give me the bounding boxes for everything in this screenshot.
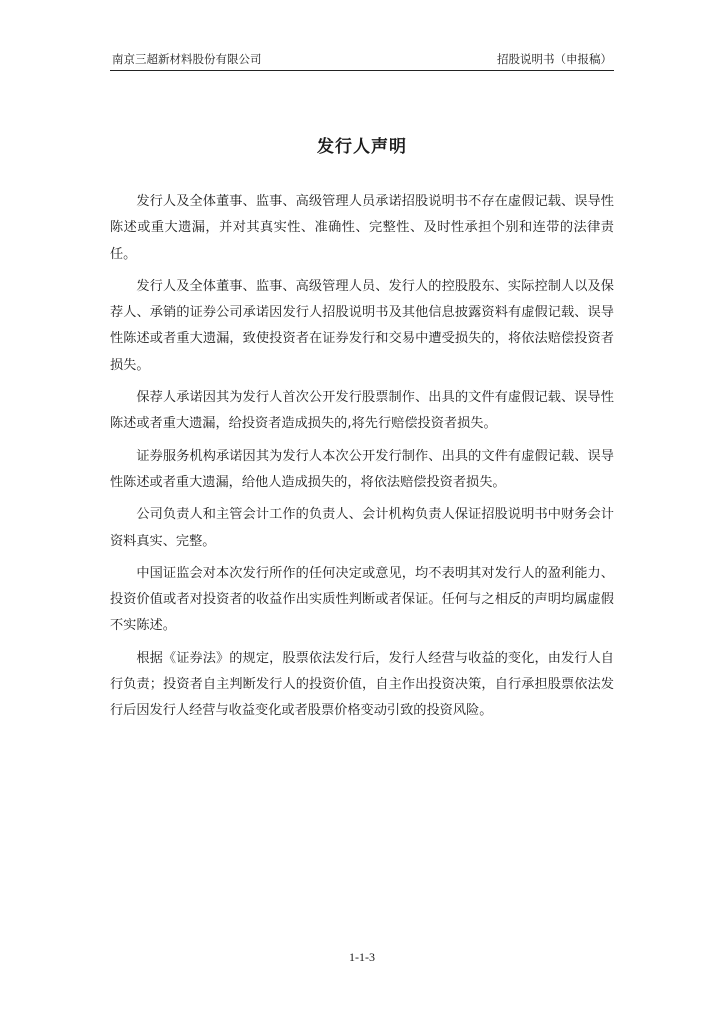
paragraph: 证券服务机构承诺因其为发行人本次公开发行制作、出具的文件有虚假记载、误导性陈述或者重大遗漏，给他人造成损失的，将依法赔偿投资者损失。 [110, 448, 614, 490]
paragraph: 中国证监会对本次发行所作的任何决定或意见，均不表明其对发行人的盈利能力、投资价值或者对投资者的收益作出实质性判断或者保证。任何与之相反的声明均属虚假不实陈述。 [110, 565, 614, 634]
paragraph: 发行人及全体董事、监事、高级管理人员、发行人的控股股东、实际控制人以及保荐人、承销的证券公司承诺因发行人招股说明书及其他信息披露资料有虚假记载、误导性陈述或者重大遗漏，致使投资者在证券发行和交易中遭受损失的，将依法赔偿投资者损失。 [110, 278, 614, 373]
header-company-name: 南京三超新材料股份有限公司 [112, 52, 262, 66]
header-document-type: 招股说明书（申报稿） [497, 52, 612, 66]
paragraph: 发行人及全体董事、监事、高级管理人员承诺招股说明书不存在虚假记载、误导性陈述或重大遗漏，并对其真实性、准确性、完整性、及时性承担个别和连带的法律责任。 [110, 194, 614, 262]
paragraph: 根据《证券法》的规定，股票依法发行后，发行人经营与收益的变化，由发行人自行负责；投资者自主判断发行人的投资价值，自主作出投资决策，自行承担股票依法发行后因发行人经营与收益变化或者股票价格变动引致的投资风险。 [110, 650, 614, 719]
header-divider [110, 70, 614, 71]
paragraph: 保荐人承诺因其为发行人首次公开发行股票制作、出具的文件有虚假记载、误导性陈述或者重大遗漏，给投资者造成损失的,将先行赔偿投资者损失。 [110, 390, 614, 432]
document-body [110, 189, 614, 731]
page-header [110, 50, 614, 69]
paragraph: 公司负责人和主管会计工作的负责人、会计机构负责人保证招股说明书中财务会计资料真实、完整。 [110, 507, 614, 549]
page-title: 发行人声明 [317, 137, 407, 157]
page-number: 1-1-3 [349, 950, 375, 964]
